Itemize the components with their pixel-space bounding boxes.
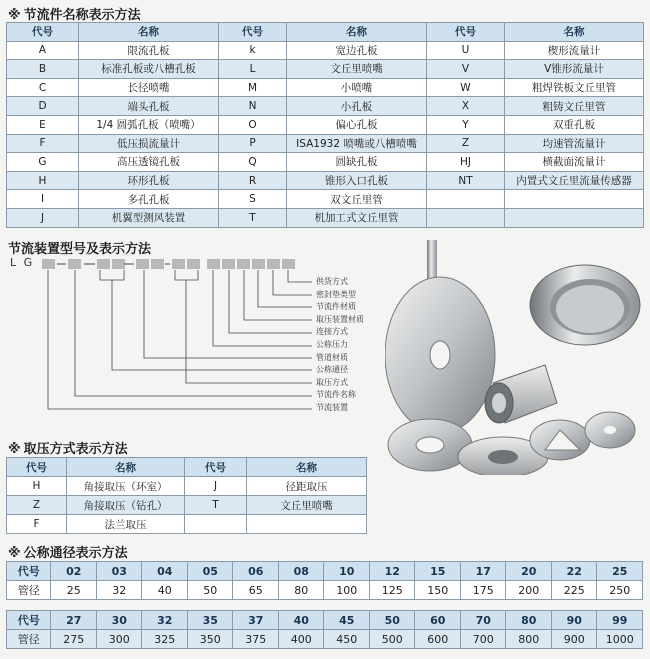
table-cell: 900 [551,630,597,649]
table-cell: 350 [187,630,233,649]
table-cell: 粗铸文丘里管 [505,97,644,116]
table-cell: 限流孔板 [79,41,219,60]
table-cell: 99 [597,611,643,630]
table-cell: 角接取压（钻孔） [67,496,185,515]
table-cell: 文丘里喷嘴 [247,496,367,515]
table-row [7,611,643,630]
table-cell: 双文丘里管 [287,190,427,209]
table-cell: 450 [324,630,370,649]
table-cell: 325 [142,630,188,649]
table-cell: 35 [187,611,233,630]
table-cell: 楔形流量计 [505,41,644,60]
table-cell [505,190,644,209]
table-row [7,78,644,97]
table-cell: 800 [506,630,552,649]
code-box [97,259,110,269]
table-cell: 80 [506,611,552,630]
table-row [7,477,367,496]
table-cell: C [7,78,79,97]
table-row [7,515,367,534]
table-cell: F [7,515,67,534]
table-cell: 04 [142,562,188,581]
table-cell: 12 [369,562,415,581]
table-row [7,600,643,611]
table-cell [427,190,505,209]
code-box [187,259,200,269]
section4-title [8,542,128,561]
model-legend [316,276,364,415]
row-label-cell: 代号 [7,611,51,630]
table-cell: k [219,41,287,60]
legend-item: 节流件名称 [316,390,356,400]
section4-title-text: 公称通径表示方法 [23,546,128,561]
header-cell: 代号 [427,23,505,42]
table-cell: 横截面流量计 [505,153,644,172]
table-cell: O [219,115,287,134]
table-cell: 250 [597,581,643,600]
legend-item: 节流装置 [316,402,348,412]
table-cell: L [219,60,287,79]
header-cell: 名称 [247,458,367,477]
table-cell: J [7,208,79,227]
code-box [222,259,235,269]
table-cell: 03 [96,562,142,581]
table-cell: 225 [551,581,597,600]
code-box [282,259,295,269]
table-cell: 内置式文丘里流量传感器 [505,171,644,190]
table-cell: X [427,97,505,116]
table-row [7,115,644,134]
spacer-cell [7,600,643,611]
table-cell: 90 [551,611,597,630]
table-cell: Y [427,115,505,134]
table-cell: 27 [51,611,97,630]
legend-item: 连接方式 [316,327,348,337]
table-cell: 20 [506,562,552,581]
table-cell: 环形孔板 [79,171,219,190]
legend-item: 节流件材质 [316,302,356,312]
header-cell: 代号 [219,23,287,42]
section2-title-text: 节流装置型号及表示方法 [8,242,152,257]
table-cell: 17 [460,562,506,581]
table-cell [505,208,644,227]
table-row [7,208,644,227]
table-cell: 均速管流量计 [505,134,644,153]
section2-title [8,238,151,257]
table-cell: 37 [233,611,279,630]
pipe-element-name-table [6,22,644,228]
table-cell: 锥形入口孔板 [287,171,427,190]
table-cell [427,208,505,227]
table-row [7,97,644,116]
table-cell: 70 [460,611,506,630]
table-cell: B [7,60,79,79]
table-cell: I [7,190,79,209]
table-cell: 150 [415,581,461,600]
table-cell: 22 [551,562,597,581]
table-cell: E [7,115,79,134]
table-cell: J [185,477,247,496]
table-cell: 低压损流量计 [79,134,219,153]
header-cell: 名称 [287,23,427,42]
table-cell: 08 [278,562,324,581]
table-row [7,153,644,172]
table-cell: 机加工式文丘里管 [287,208,427,227]
table-cell: 275 [51,630,97,649]
table-cell: 粗焊铁板文丘里管 [505,78,644,97]
table-cell: U [427,41,505,60]
header-cell: 代号 [185,458,247,477]
table-cell: 径距取压 [247,477,367,496]
table-row [7,41,644,60]
table-cell: 65 [233,581,279,600]
table-cell: 小喷嘴 [287,78,427,97]
table-row [7,60,644,79]
table-row [7,171,644,190]
table-cell: M [219,78,287,97]
table-cell: 偏心孔板 [287,115,427,134]
table-row [7,134,644,153]
wafer-plates-icon [388,412,635,475]
code-box [136,259,149,269]
table-cell: 600 [415,630,461,649]
code-box [42,259,55,269]
legend-item: 管道材质 [316,352,348,362]
table-header-row [7,458,367,477]
header-cell: 名称 [67,458,185,477]
table-cell: 125 [369,581,415,600]
table-cell: 06 [233,562,279,581]
legend-item: 公称通径 [316,365,348,375]
table-cell: Z [7,496,67,515]
legend-item: 供货方式 [316,277,348,286]
table-row [7,630,643,649]
code-box [172,259,185,269]
table-cell: 40 [142,581,188,600]
table-cell: 32 [142,611,188,630]
table-cell: 32 [96,581,142,600]
reference-mark-icon: ※ [8,8,21,23]
table-cell: 多孔孔板 [79,190,219,209]
table-cell: V锥形流量计 [505,60,644,79]
table-row [7,190,644,209]
table-cell: Z [427,134,505,153]
table-cell: 40 [278,611,324,630]
table-cell: 宽边孔板 [287,41,427,60]
legend-item: 取压方式 [316,377,348,387]
table-cell: W [427,78,505,97]
table-cell: 双重孔板 [505,115,644,134]
code-box [207,259,220,269]
table-cell: 角接取压（环室） [67,477,185,496]
nominal-diameter-table [6,561,643,649]
table-cell: T [219,208,287,227]
table-cell: 标准孔板或八槽孔板 [79,60,219,79]
table-cell: 小孔板 [287,97,427,116]
table-cell: NT [427,171,505,190]
table-cell: HJ [427,153,505,172]
header-cell: 代号 [7,23,79,42]
table-cell: 700 [460,630,506,649]
product-illustration [385,235,645,475]
legend-item: 密封垫类型 [316,289,356,299]
table-cell: 02 [51,562,97,581]
pressure-tap-table [6,457,367,534]
table-cell: H [7,171,79,190]
table-cell: 高压透镜孔板 [79,153,219,172]
table-cell: 60 [415,611,461,630]
table-row [7,562,643,581]
table-cell: 15 [415,562,461,581]
table-cell: 25 [597,562,643,581]
table-cell: G [7,153,79,172]
table-cell: 300 [96,630,142,649]
table-cell: 50 [187,581,233,600]
header-cell: 名称 [79,23,219,42]
model-prefix: L G [10,256,35,269]
table-cell: 圆缺孔板 [287,153,427,172]
section3-title [8,438,128,457]
table-cell: N [219,97,287,116]
table-cell: 45 [324,611,370,630]
table-header-row [7,23,644,42]
section1-title [8,4,141,23]
code-box [267,259,280,269]
table-cell: A [7,41,79,60]
table-cell: Q [219,153,287,172]
code-box [151,259,164,269]
code-box [112,259,125,269]
table-cell: ISA1932 喷嘴或八槽喷嘴 [287,134,427,153]
table-cell: P [219,134,287,153]
orifice-plate-icon [385,240,495,433]
header-cell: 代号 [7,458,67,477]
table-cell: R [219,171,287,190]
reference-mark-icon: ※ [8,442,21,457]
table-cell: 200 [506,581,552,600]
table-cell: 文丘里喷嘴 [287,60,427,79]
code-box [237,259,250,269]
table-cell: F [7,134,79,153]
table-cell: 05 [187,562,233,581]
legend-item: 公称压力 [316,339,348,349]
row-label-cell: 管径 [7,581,51,600]
table-cell: 机翼型测风装置 [79,208,219,227]
section3-title-text: 取压方式表示方法 [23,442,128,457]
table-cell: V [427,60,505,79]
legend-item: 取压装置材质 [316,314,364,324]
table-cell: D [7,97,79,116]
table-cell: 400 [278,630,324,649]
ring-chamber-icon [530,265,640,345]
code-box [252,259,265,269]
table-cell: 375 [233,630,279,649]
table-cell: 100 [324,581,370,600]
table-cell: 500 [369,630,415,649]
reference-mark-icon: ※ [8,546,21,561]
table-cell: 1000 [597,630,643,649]
nozzle-icon [485,365,557,423]
row-label-cell: 管径 [7,630,51,649]
table-cell: 端头孔板 [79,97,219,116]
table-cell: 长径喷嘴 [79,78,219,97]
code-box [68,259,81,269]
row-label-cell: 代号 [7,562,51,581]
table-cell: 法兰取压 [67,515,185,534]
table-cell: S [219,190,287,209]
table-cell: H [7,477,67,496]
header-cell: 名称 [505,23,644,42]
table-cell: 30 [96,611,142,630]
table-cell: 1/4 圆弧孔板（喷嘴） [79,115,219,134]
table-cell: 175 [460,581,506,600]
table-cell: 25 [51,581,97,600]
table-cell [185,515,247,534]
table-cell: 50 [369,611,415,630]
table-cell: 80 [278,581,324,600]
table-row [7,581,643,600]
section1-title-text: 节流件名称表示方法 [23,8,141,23]
table-row [7,496,367,515]
table-cell [247,515,367,534]
table-cell: T [185,496,247,515]
table-cell: 10 [324,562,370,581]
